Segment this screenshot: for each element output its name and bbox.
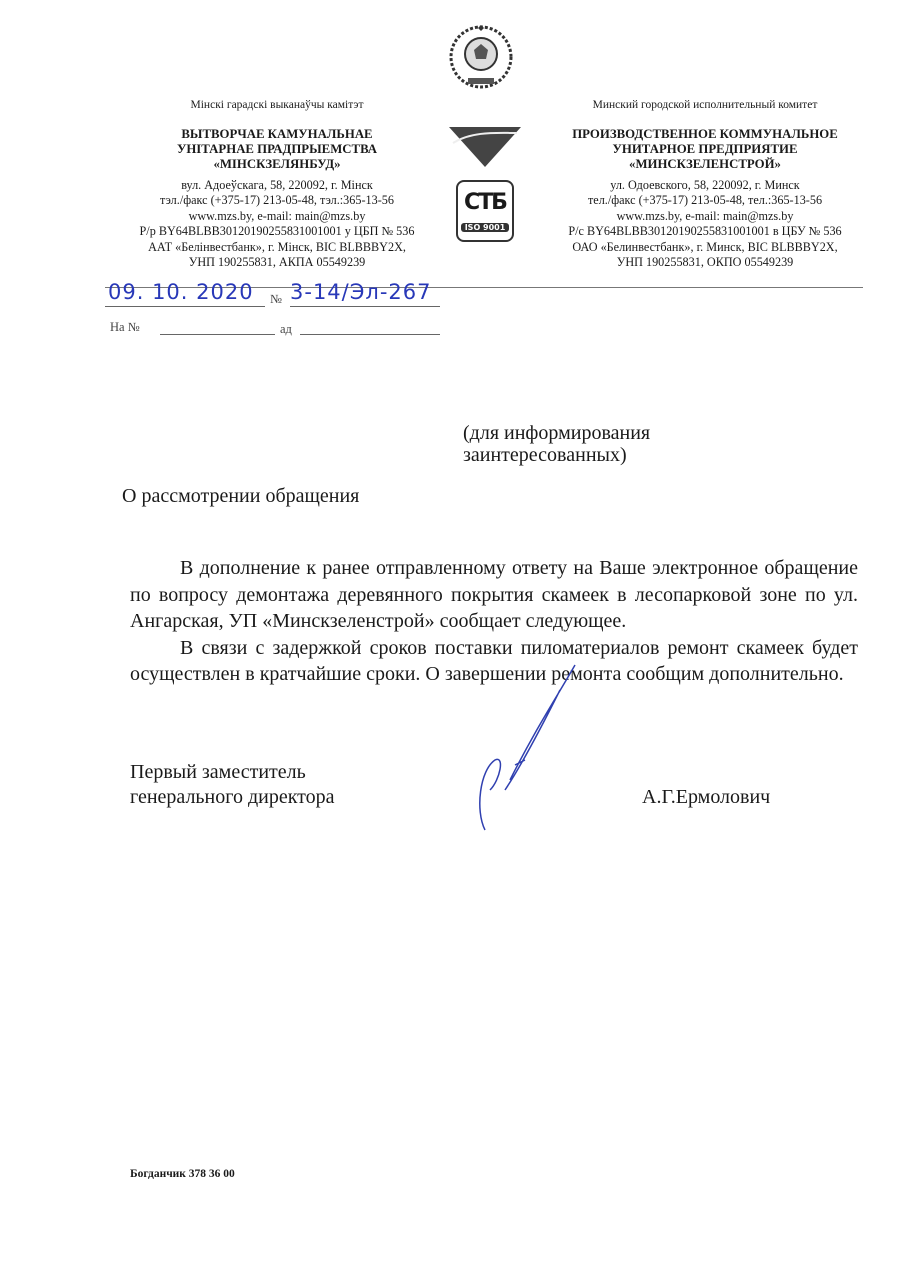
subject: О рассмотрении обращения xyxy=(122,485,360,507)
detail-line: вул. Адоеўскага, 58, 220092, г. Мінск xyxy=(181,177,373,192)
reference-from-line xyxy=(300,334,440,335)
date-line xyxy=(105,306,265,307)
stb-logo-text: СТБ xyxy=(464,190,506,215)
org-name-ru xyxy=(540,127,870,172)
org-line: ВЫТВОРЧАЕ КАМУНАЛЬНАЕ xyxy=(181,126,373,141)
signatory-name: А.Г.Ермолович xyxy=(642,786,771,808)
position-line: генерального директора xyxy=(130,786,335,808)
detail-line: УНП 190255831, ОКПО 05549239 xyxy=(616,255,794,269)
detail-line: www.mzs.by, e-mail: main@mzs.by xyxy=(616,208,794,223)
detail-line: ОАО «Белинвестбанк», г. Минск, BIC BLBBBY2X, xyxy=(572,239,838,254)
header-left xyxy=(110,98,444,271)
number-label: № xyxy=(270,292,282,306)
executor-info: Богданчик 378 36 00 xyxy=(130,1168,235,1180)
position-line: Первый заместитель xyxy=(130,761,306,783)
paragraph: В связи с задержкой сроков поставки пиломатериалов ремонт скамеек будет осуществлен в кратчайшие сроки. О завершении ремонта сообщим дополнительно. xyxy=(130,636,858,685)
detail-line: тэл./факс (+375-17) 213-05-48, тэл.:365-13-56 xyxy=(160,193,394,207)
addressee xyxy=(463,422,650,466)
iso-logo-text: ISO 9001 xyxy=(461,223,509,232)
org-line: «МИНСКЗЕЛЕНСТРОЙ» xyxy=(629,156,781,171)
authority-ru: Минский городской исполнительный комитет xyxy=(592,99,818,111)
addressee-line: заинтересованных) xyxy=(463,444,627,466)
reference-label: На № xyxy=(110,320,140,334)
org-line: ПРОИЗВОДСТВЕННОЕ КОММУНАЛЬНОЕ xyxy=(572,126,838,141)
stb-iso-logo xyxy=(456,180,514,242)
authority-by: Мінскі гарадскі выканаўчы камітэт xyxy=(190,99,364,111)
org-name-by xyxy=(110,127,444,172)
detail-line: Р/р BY64BLBB30120190255831001001 у ЦБП № 536 xyxy=(139,224,415,238)
registration-date: 09. 10. 2020 xyxy=(108,280,254,304)
reference-from-label: ад xyxy=(280,322,292,336)
detail-line: тел./факс (+375-17) 213-05-48, тел.:365-13-56 xyxy=(587,193,823,207)
registration-number: 3-14/Эл-267 xyxy=(290,280,432,304)
number-line xyxy=(290,306,440,307)
paragraph: В дополнение к ранее отправленному ответу на Ваше электронное обращение по вопросу демонтажа деревянного покрытия скамеек в лесопарковой зоне по ул. Ангарская, УП «Минскзеленстрой» сообщает следующее. xyxy=(130,557,858,632)
header-right xyxy=(540,98,870,271)
details-ru xyxy=(540,178,870,271)
org-line: УНИТАРНОЕ ПРЕДПРИЯТИЕ xyxy=(612,141,798,156)
state-emblem-icon xyxy=(448,24,514,90)
handwritten-signature xyxy=(455,660,595,840)
org-line: «МІНСКЗЕЛЯНБУД» xyxy=(213,156,341,171)
addressee-line: (для информирования xyxy=(463,422,651,444)
detail-line: Р/с BY64BLBB30120190255831001001 в ЦБУ № 536 xyxy=(568,224,842,238)
org-line: УНІТАРНАЕ ПРАДПРЫЕМСТВА xyxy=(176,141,378,156)
reference-line xyxy=(160,334,275,335)
signatory-position xyxy=(130,760,335,810)
detail-line: ул. Одоевского, 58, 220092, г. Минск xyxy=(610,177,800,192)
leaf-logo-icon xyxy=(447,125,523,169)
details-by xyxy=(110,178,444,271)
detail-line: ААТ «Белінвестбанк», г. Мінск, BIC BLBBBY2X, xyxy=(148,239,406,254)
detail-line: www.mzs.by, e-mail: main@mzs.by xyxy=(188,208,366,223)
detail-line: УНП 190255831, АКПА 05549239 xyxy=(188,255,366,269)
